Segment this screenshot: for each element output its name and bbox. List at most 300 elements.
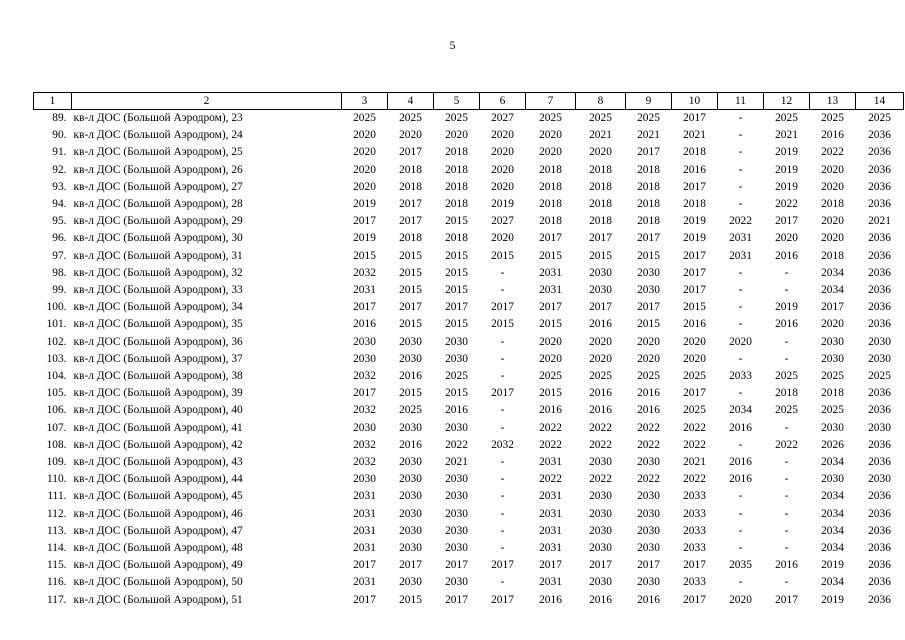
value-cell: 2031	[353, 576, 376, 589]
value-cell: 2036	[868, 542, 891, 555]
value-cell: 2030	[399, 456, 422, 469]
value-cell: 2016	[729, 421, 752, 434]
value-cell: 2018	[399, 180, 422, 193]
row-number: 94.	[52, 198, 67, 211]
value-cell: 2027	[491, 215, 514, 228]
value-cell: 2031	[539, 576, 562, 589]
address-cell: кв-л ДОС (Большой Аэродром), 38	[73, 370, 243, 383]
value-cell: 2030	[637, 456, 660, 469]
column-header: 14	[856, 93, 904, 110]
address-cell: кв-л ДОС (Большой Аэродром), 23	[73, 112, 243, 124]
value-cell: 2015	[399, 593, 422, 606]
value-cell: 2036	[868, 318, 891, 331]
value-cell: 2017	[353, 387, 376, 400]
column-header: 9	[626, 93, 672, 110]
value-cell: 2019	[775, 180, 798, 193]
table-row	[34, 437, 904, 454]
value-cell: 2017	[491, 301, 514, 314]
value-cell: 2030	[399, 490, 422, 503]
value-cell: 2018	[399, 232, 422, 245]
value-cell: 2017	[491, 593, 514, 606]
value-cell: 2025	[637, 112, 660, 124]
row-number: 100.	[46, 301, 67, 314]
value-cell: 2017	[445, 593, 468, 606]
value-cell: 2036	[868, 249, 891, 262]
value-cell: 2034	[821, 507, 844, 520]
value-cell: 2017	[683, 249, 706, 262]
value-cell: 2031	[353, 524, 376, 537]
value-cell: 2030	[353, 473, 376, 486]
value-cell: -	[784, 266, 789, 279]
value-cell: 2022	[775, 438, 798, 451]
value-cell: 2030	[399, 576, 422, 589]
value-cell: 2020	[821, 215, 844, 228]
table-row	[34, 110, 904, 128]
value-cell: 2016	[637, 593, 660, 606]
value-cell: 2020	[491, 180, 514, 193]
value-cell: 2025	[399, 112, 422, 124]
value-cell: 2034	[729, 404, 752, 417]
address-cell: кв-л ДОС (Большой Аэродром), 46	[73, 507, 243, 520]
value-cell: 2031	[539, 284, 562, 297]
value-cell: -	[784, 473, 789, 486]
value-cell: 2030	[353, 421, 376, 434]
value-cell: 2017	[683, 593, 706, 606]
value-cell: 2032	[353, 370, 376, 383]
table-row	[34, 213, 904, 230]
value-cell: -	[738, 352, 743, 365]
value-cell: 2018	[589, 163, 612, 176]
row-number: 109.	[46, 456, 67, 469]
value-cell: -	[784, 507, 789, 520]
value-cell: 2015	[589, 249, 612, 262]
row-number: 105.	[46, 387, 67, 400]
value-cell: -	[500, 335, 505, 348]
value-cell: 2030	[445, 352, 468, 365]
value-cell: 2022	[445, 438, 468, 451]
value-cell: 2015	[445, 266, 468, 279]
column-header: 11	[718, 93, 764, 110]
header-row	[34, 93, 904, 110]
value-cell: 2017	[683, 112, 706, 124]
table-row	[34, 506, 904, 523]
value-cell: 2030	[637, 524, 660, 537]
value-cell: 2015	[445, 387, 468, 400]
column-header: 13	[810, 93, 856, 110]
value-cell: 2015	[539, 318, 562, 331]
value-cell: -	[738, 301, 743, 314]
value-cell: 2022	[637, 421, 660, 434]
value-cell: 2030	[445, 576, 468, 589]
value-cell: 2036	[868, 507, 891, 520]
row-number: 99.	[52, 284, 67, 297]
value-cell: 2033	[683, 524, 706, 537]
value-cell: 2017	[491, 387, 514, 400]
value-cell: 2020	[637, 335, 660, 348]
row-number: 117.	[46, 593, 67, 606]
value-cell: 2015	[399, 266, 422, 279]
value-cell: 2021	[445, 456, 468, 469]
column-header: 12	[764, 93, 810, 110]
value-cell: 2025	[775, 112, 798, 124]
value-cell: 2030	[445, 421, 468, 434]
value-cell: 2017	[353, 593, 376, 606]
value-cell: 2018	[775, 387, 798, 400]
value-cell: 2025	[868, 112, 891, 124]
value-cell: 2025	[589, 112, 612, 124]
column-header: 8	[576, 93, 626, 110]
value-cell: -	[738, 284, 743, 297]
address-cell: кв-л ДОС (Большой Аэродром), 30	[73, 232, 243, 245]
value-cell: 2025	[683, 370, 706, 383]
address-cell: кв-л ДОС (Большой Аэродром), 48	[73, 542, 243, 555]
value-cell: 2030	[821, 421, 844, 434]
row-number: 115.	[46, 559, 67, 572]
value-cell: 2025	[683, 404, 706, 417]
table-body	[34, 110, 904, 609]
address-cell: кв-л ДОС (Большой Аэродром), 47	[73, 524, 243, 537]
value-cell: 2030	[399, 473, 422, 486]
value-cell: 2031	[729, 232, 752, 245]
value-cell: -	[784, 576, 789, 589]
value-cell: 2036	[868, 559, 891, 572]
table-row	[34, 299, 904, 316]
value-cell: 2031	[539, 542, 562, 555]
value-cell: 2025	[539, 112, 562, 124]
value-cell: -	[738, 438, 743, 451]
value-cell: 2016	[821, 129, 844, 142]
value-cell: 2020	[821, 180, 844, 193]
value-cell: 2031	[729, 249, 752, 262]
column-header: 2	[72, 93, 342, 110]
value-cell: 2020	[353, 180, 376, 193]
value-cell: 2034	[821, 576, 844, 589]
value-cell: -	[784, 456, 789, 469]
value-cell: 2030	[399, 524, 422, 537]
value-cell: -	[500, 284, 505, 297]
value-cell: 2030	[821, 473, 844, 486]
value-cell: -	[500, 456, 505, 469]
value-cell: -	[500, 404, 505, 417]
value-cell: 2016	[775, 318, 798, 331]
row-number: 102.	[46, 335, 67, 348]
value-cell: 2019	[821, 593, 844, 606]
value-cell: 2020	[821, 318, 844, 331]
value-cell: 2018	[399, 163, 422, 176]
table-row	[34, 385, 904, 402]
value-cell: -	[784, 284, 789, 297]
row-number: 96.	[52, 232, 67, 245]
value-cell: 2020	[353, 129, 376, 142]
value-cell: 2036	[868, 490, 891, 503]
value-cell: 2030	[868, 352, 891, 365]
value-cell: 2036	[868, 456, 891, 469]
value-cell: 2030	[868, 473, 891, 486]
value-cell: 2033	[683, 576, 706, 589]
value-cell: 2017	[445, 301, 468, 314]
value-cell: 2033	[729, 370, 752, 383]
value-cell: 2022	[589, 421, 612, 434]
data-table	[33, 92, 904, 609]
value-cell: 2018	[539, 215, 562, 228]
value-cell: 2030	[445, 542, 468, 555]
value-cell: 2030	[637, 266, 660, 279]
value-cell: 2017	[589, 232, 612, 245]
value-cell: 2030	[399, 507, 422, 520]
value-cell: 2015	[491, 249, 514, 262]
value-cell: 2032	[353, 404, 376, 417]
value-cell: 2017	[399, 559, 422, 572]
value-cell: -	[500, 576, 505, 589]
value-cell: 2031	[539, 456, 562, 469]
value-cell: 2030	[589, 284, 612, 297]
value-cell: -	[500, 473, 505, 486]
value-cell: 2019	[683, 232, 706, 245]
table-row	[34, 351, 904, 368]
value-cell: 2035	[729, 559, 752, 572]
value-cell: 2015	[399, 249, 422, 262]
table-row	[34, 334, 904, 351]
value-cell: 2017	[353, 301, 376, 314]
value-cell: 2019	[353, 198, 376, 211]
value-cell: 2015	[683, 301, 706, 314]
value-cell: 2018	[589, 180, 612, 193]
value-cell: 2036	[868, 163, 891, 176]
row-number: 116.	[46, 576, 67, 589]
value-cell: -	[784, 352, 789, 365]
row-number: 89.	[52, 112, 67, 124]
value-cell: 2017	[491, 559, 514, 572]
row-number: 93.	[52, 180, 67, 193]
value-cell: 2030	[821, 335, 844, 348]
value-cell: 2017	[637, 232, 660, 245]
value-cell: 2016	[589, 318, 612, 331]
value-cell: 2030	[353, 352, 376, 365]
value-cell: 2021	[589, 129, 612, 142]
column-header: 6	[480, 93, 526, 110]
value-cell: 2025	[821, 404, 844, 417]
value-cell: 2030	[399, 421, 422, 434]
value-cell: 2022	[589, 473, 612, 486]
row-number: 111.	[47, 490, 67, 503]
value-cell: 2036	[868, 387, 891, 400]
value-cell: -	[500, 542, 505, 555]
value-cell: -	[500, 421, 505, 434]
value-cell: -	[784, 542, 789, 555]
value-cell: 2034	[821, 456, 844, 469]
value-cell: 2015	[445, 284, 468, 297]
value-cell: 2020	[821, 232, 844, 245]
value-cell: 2030	[399, 542, 422, 555]
table-row	[34, 540, 904, 557]
value-cell: 2030	[589, 542, 612, 555]
address-cell: кв-л ДОС (Большой Аэродром), 36	[73, 335, 243, 348]
value-cell: 2031	[353, 542, 376, 555]
value-cell: 2018	[539, 163, 562, 176]
value-cell: 2034	[821, 524, 844, 537]
column-header: 7	[526, 93, 576, 110]
address-cell: кв-л ДОС (Большой Аэродром), 39	[73, 387, 243, 400]
value-cell: 2033	[683, 490, 706, 503]
value-cell: 2022	[637, 473, 660, 486]
value-cell: 2022	[637, 438, 660, 451]
value-cell: 2034	[821, 284, 844, 297]
value-cell: 2016	[637, 387, 660, 400]
value-cell: 2030	[637, 284, 660, 297]
value-cell: 2025	[637, 370, 660, 383]
value-cell: 2016	[589, 593, 612, 606]
value-cell: 2016	[399, 370, 422, 383]
value-cell: -	[738, 112, 743, 124]
value-cell: 2017	[683, 387, 706, 400]
value-cell: 2025	[821, 112, 844, 124]
value-cell: 2020	[445, 129, 468, 142]
value-cell: 2025	[775, 404, 798, 417]
table-row	[34, 402, 904, 419]
value-cell: 2015	[399, 284, 422, 297]
value-cell: 2030	[589, 524, 612, 537]
value-cell: 2015	[491, 318, 514, 331]
value-cell: 2016	[775, 559, 798, 572]
address-cell: кв-л ДОС (Большой Аэродром), 45	[73, 490, 243, 503]
value-cell: 2030	[589, 266, 612, 279]
value-cell: 2025	[399, 404, 422, 417]
table-row	[34, 179, 904, 196]
value-cell: 2020	[589, 352, 612, 365]
value-cell: 2034	[821, 266, 844, 279]
value-cell: 2022	[683, 438, 706, 451]
row-number: 90.	[52, 129, 67, 142]
value-cell: 2017	[445, 559, 468, 572]
column-header: 3	[342, 93, 388, 110]
value-cell: 2025	[589, 370, 612, 383]
value-cell: 2017	[589, 559, 612, 572]
value-cell: 2036	[868, 232, 891, 245]
value-cell: 2025	[868, 370, 891, 383]
value-cell: 2020	[491, 232, 514, 245]
table-row	[34, 574, 904, 591]
value-cell: -	[784, 524, 789, 537]
value-cell: 2031	[353, 490, 376, 503]
address-cell: кв-л ДОС (Большой Аэродром), 35	[73, 318, 243, 331]
address-cell: кв-л ДОС (Большой Аэродром), 26	[73, 163, 243, 176]
value-cell: 2018	[445, 146, 468, 159]
value-cell: 2017	[683, 559, 706, 572]
table-row	[34, 454, 904, 471]
table-row	[34, 230, 904, 247]
table-row	[34, 368, 904, 385]
row-number: 101.	[46, 318, 67, 331]
value-cell: 2036	[868, 146, 891, 159]
value-cell: 2032	[353, 266, 376, 279]
value-cell: 2034	[821, 490, 844, 503]
value-cell: 2015	[637, 318, 660, 331]
value-cell: 2020	[491, 129, 514, 142]
value-cell: -	[738, 387, 743, 400]
value-cell: 2020	[683, 352, 706, 365]
value-cell: 2025	[539, 370, 562, 383]
row-number: 107.	[46, 421, 67, 434]
value-cell: 2033	[683, 507, 706, 520]
value-cell: 2017	[683, 266, 706, 279]
value-cell: 2025	[775, 370, 798, 383]
value-cell: 2030	[445, 524, 468, 537]
value-cell: 2036	[868, 524, 891, 537]
value-cell: -	[738, 198, 743, 211]
table-row	[34, 471, 904, 488]
value-cell: 2033	[683, 542, 706, 555]
value-cell: 2036	[868, 180, 891, 193]
value-cell: 2017	[399, 146, 422, 159]
value-cell: 2020	[683, 335, 706, 348]
value-cell: 2030	[637, 542, 660, 555]
value-cell: 2017	[539, 232, 562, 245]
value-cell: -	[738, 576, 743, 589]
address-cell: кв-л ДОС (Большой Аэродром), 40	[73, 404, 243, 417]
value-cell: 2016	[589, 404, 612, 417]
value-cell: 2030	[353, 335, 376, 348]
value-cell: 2018	[821, 198, 844, 211]
address-cell: кв-л ДОС (Большой Аэродром), 50	[73, 576, 243, 589]
value-cell: -	[738, 180, 743, 193]
value-cell: 2018	[637, 198, 660, 211]
address-cell: кв-л ДОС (Большой Аэродром), 32	[73, 266, 243, 279]
value-cell: 2018	[637, 215, 660, 228]
value-cell: 2019	[683, 215, 706, 228]
value-cell: 2017	[683, 284, 706, 297]
value-cell: 2015	[399, 387, 422, 400]
value-cell: 2017	[775, 593, 798, 606]
value-cell: 2017	[821, 301, 844, 314]
row-number: 110.	[46, 473, 67, 486]
value-cell: 2030	[445, 507, 468, 520]
table-row	[34, 282, 904, 299]
row-number: 114.	[46, 542, 67, 555]
value-cell: 2017	[353, 559, 376, 572]
value-cell: -	[784, 421, 789, 434]
value-cell: 2015	[539, 387, 562, 400]
value-cell: 2020	[589, 146, 612, 159]
address-cell: кв-л ДОС (Большой Аэродром), 33	[73, 284, 243, 297]
value-cell: 2030	[445, 473, 468, 486]
value-cell: 2020	[353, 163, 376, 176]
value-cell: 2019	[821, 559, 844, 572]
value-cell: 2031	[539, 266, 562, 279]
row-number: 113.	[46, 524, 67, 537]
value-cell: -	[500, 490, 505, 503]
value-cell: 2031	[539, 524, 562, 537]
value-cell: 2015	[445, 249, 468, 262]
table-row	[34, 523, 904, 540]
value-cell: 2032	[491, 438, 514, 451]
address-cell: кв-л ДОС (Большой Аэродром), 43	[73, 456, 243, 469]
value-cell: 2018	[589, 198, 612, 211]
value-cell: -	[738, 266, 743, 279]
value-cell: 2019	[775, 146, 798, 159]
value-cell: 2018	[445, 163, 468, 176]
address-cell: кв-л ДОС (Большой Аэродром), 27	[73, 180, 243, 193]
value-cell: -	[738, 146, 743, 159]
address-cell: кв-л ДОС (Большой Аэродром), 28	[73, 198, 243, 211]
value-cell: 2020	[637, 352, 660, 365]
value-cell: -	[738, 163, 743, 176]
address-cell: кв-л ДОС (Большой Аэродром), 37	[73, 352, 243, 365]
row-number: 97.	[52, 249, 67, 262]
value-cell: -	[500, 507, 505, 520]
table-row	[34, 162, 904, 179]
value-cell: 2027	[491, 112, 514, 124]
value-cell: 2017	[399, 198, 422, 211]
